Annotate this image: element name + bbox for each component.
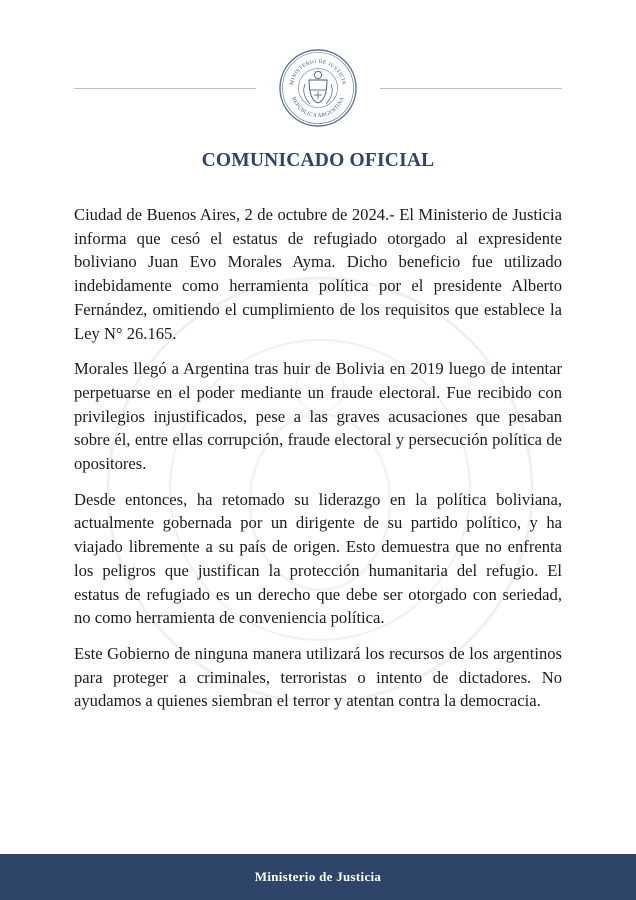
svg-text:MINISTERIO DE JUSTICIA: MINISTERIO DE JUSTICIA [289, 58, 347, 86]
footer-label: Ministerio de Justicia [254, 869, 382, 884]
body-paragraph: Este Gobierno de ninguna manera utilizará los recursos de los argentinos para proteger a criminales, terroristas o intento de dictadores. No ayudamos a quienes siembran el terror y atentan contra la democracia. [74, 643, 562, 711]
document-body [74, 203, 562, 725]
body-paragraph: Ciudad de Buenos Aires, 2 de octubre de 2024.- El Ministerio de Justicia informa que cesó el estatus de refugiado otorgado al expresidente boliviano Juan Evo Morales Ayma. Dicho beneficio fue utilizado indebidamente como herramienta política por el presidente Alberto Fernández, omitiendo el cumplimiento de los requisitos que establece la Ley N° 26.165. [74, 205, 562, 343]
body-paragraph: Morales llegó a Argentina tras huir de Bolivia en 2019 luego de intentar perpetuarse en el poder mediante un fraude electoral. Fue recibido con privilegios injustificados, pese a las graves acusaciones que pesaban sobre él, entre ellas corrupción, fraude electoral y persecución política de opositores. [74, 359, 562, 474]
body-paragraph: Desde entonces, ha retomado su liderazgo en la política boliviana, actualmente gobernada por un dirigente de su partido político, y ha viajado libremente a su país de origen. Esto demuestra que no enfrenta los peligros que justifican la protección humanitaria del refugio. El estatus de refugiado es un derecho que debe ser otorgado con seriedad, no como herramienta de conveniencia política. [74, 489, 562, 628]
header-rule-right [380, 88, 562, 89]
ministry-seal-icon [278, 48, 358, 128]
document-title: COMUNICADO OFICIAL [201, 150, 435, 171]
svg-text:REPÚBLICA ARGENTINA: REPÚBLICA ARGENTINA [290, 96, 346, 120]
header-rule-left [74, 88, 256, 89]
document-header [0, 48, 636, 132]
document-footer [0, 854, 636, 900]
